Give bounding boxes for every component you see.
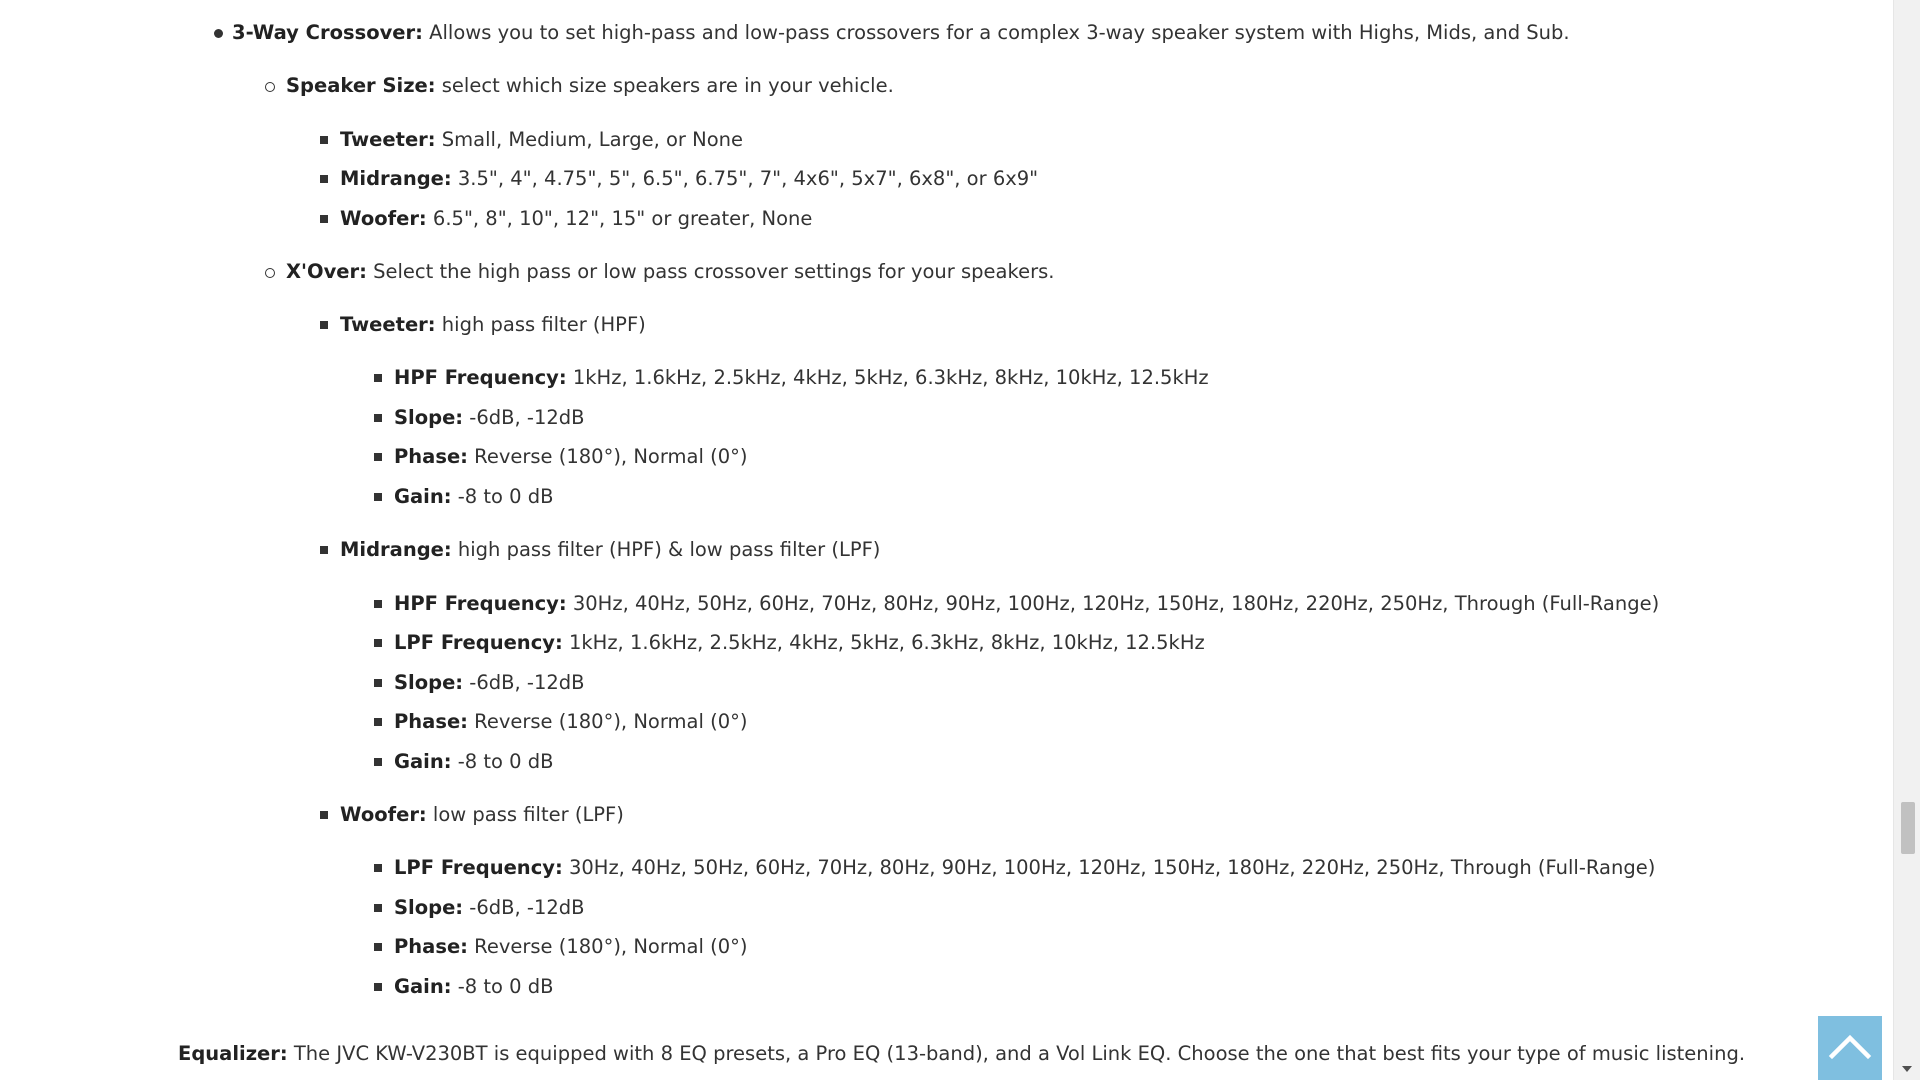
term-label: 3-Way Crossover: <box>232 21 423 44</box>
list-bullet <box>320 215 328 223</box>
term-description: Small, Medium, Large, or None <box>435 128 743 151</box>
list-bullet <box>374 864 382 872</box>
term-label: Gain: <box>394 750 452 773</box>
term-label: Tweeter: <box>340 313 436 336</box>
term-label: Midrange: <box>340 167 452 190</box>
list-bullet <box>320 811 328 819</box>
term-description: The JVC KW-V230BT is equipped with 8 EQ presets, a Pro EQ (13-band), and a Vol Link EQ. Choose the one that best fits your type of music listening. <box>287 1042 1746 1065</box>
scrollbar-thumb[interactable] <box>1901 802 1915 854</box>
list-item <box>340 127 743 153</box>
term-description: 6.5", 8", 10", 12", 15" or greater, None <box>426 207 813 230</box>
term-description: Reverse (180°), Normal (0°) <box>467 445 748 468</box>
term-label: LPF Frequency: <box>394 856 563 879</box>
term-description: 30Hz, 40Hz, 50Hz, 60Hz, 70Hz, 80Hz, 90Hz, 100Hz, 120Hz, 150Hz, 180Hz, 220Hz, 250Hz, Through (Full-Range) <box>566 592 1660 615</box>
term-label: Slope: <box>394 406 464 429</box>
list-bullet <box>374 904 382 912</box>
term-description: low pass filter (LPF) <box>426 803 624 826</box>
list-item-woofer <box>340 802 624 828</box>
term-description: -8 to 0 dB <box>451 975 554 998</box>
list-bullet <box>265 82 275 92</box>
term-label: Woofer: <box>340 207 427 230</box>
list-item <box>394 934 747 960</box>
list-item <box>394 591 1659 617</box>
list-bullet <box>374 758 382 766</box>
list-item <box>394 444 747 470</box>
term-description: high pass filter (HPF) & low pass filter (LPF) <box>451 538 881 561</box>
list-item-crossover <box>232 20 1570 46</box>
list-bullet <box>320 175 328 183</box>
list-bullet <box>374 718 382 726</box>
term-label: Slope: <box>394 671 464 694</box>
term-description: Reverse (180°), Normal (0°) <box>467 935 748 958</box>
scroll-down-arrow-icon[interactable] <box>1902 1066 1912 1072</box>
list-bullet <box>374 983 382 991</box>
paragraph-equalizer <box>178 1041 1745 1067</box>
list-item <box>340 166 1038 192</box>
list-item-xover <box>286 259 1054 285</box>
term-description: 1kHz, 1.6kHz, 2.5kHz, 4kHz, 5kHz, 6.3kHz, 8kHz, 10kHz, 12.5kHz <box>562 631 1205 654</box>
term-label: Gain: <box>394 975 452 998</box>
list-bullet <box>374 493 382 501</box>
term-description: high pass filter (HPF) <box>435 313 646 336</box>
list-bullet <box>374 679 382 687</box>
term-label: Phase: <box>394 710 468 733</box>
list-bullet <box>374 639 382 647</box>
list-bullet <box>320 136 328 144</box>
term-label: Tweeter: <box>340 128 436 151</box>
list-bullet <box>374 453 382 461</box>
list-item-speaker-size <box>286 73 894 99</box>
list-item <box>394 895 585 921</box>
list-bullet <box>374 374 382 382</box>
list-bullet <box>374 414 382 422</box>
term-label: Phase: <box>394 935 468 958</box>
term-label: Slope: <box>394 896 464 919</box>
term-label: Speaker Size: <box>286 74 436 97</box>
list-item <box>394 484 554 510</box>
term-description: -8 to 0 dB <box>451 750 554 773</box>
list-item <box>394 855 1655 881</box>
back-to-top-button[interactable] <box>1818 1016 1882 1080</box>
term-description: -6dB, -12dB <box>463 406 585 429</box>
term-description: -6dB, -12dB <box>463 896 585 919</box>
term-label: HPF Frequency: <box>394 366 567 389</box>
term-description: 1kHz, 1.6kHz, 2.5kHz, 4kHz, 5kHz, 6.3kHz, 8kHz, 10kHz, 12.5kHz <box>566 366 1209 389</box>
list-bullet <box>374 600 382 608</box>
term-description: -6dB, -12dB <box>463 671 585 694</box>
list-item <box>394 365 1209 391</box>
vertical-scrollbar[interactable] <box>1893 0 1920 1080</box>
list-item-tweeter <box>340 312 646 338</box>
list-item <box>394 405 585 431</box>
term-description: Select the high pass or low pass crossover settings for your speakers. <box>366 260 1055 283</box>
term-description: Allows you to set high-pass and low-pass crossovers for a complex 3-way speaker system with Highs, Mids, and Sub. <box>422 21 1570 44</box>
term-description: -8 to 0 dB <box>451 485 554 508</box>
term-label: Midrange: <box>340 538 452 561</box>
term-description: Reverse (180°), Normal (0°) <box>467 710 748 733</box>
term-label: X'Over: <box>286 260 367 283</box>
term-label: Gain: <box>394 485 452 508</box>
list-item <box>394 670 585 696</box>
list-bullet <box>214 29 223 38</box>
list-item <box>394 709 747 735</box>
list-item-midrange <box>340 537 880 563</box>
list-item <box>340 206 812 232</box>
term-description: 30Hz, 40Hz, 50Hz, 60Hz, 70Hz, 80Hz, 90Hz, 100Hz, 120Hz, 150Hz, 180Hz, 220Hz, 250Hz, Through (Full-Range) <box>562 856 1656 879</box>
list-item <box>394 974 554 1000</box>
chevron-up-icon <box>1828 1030 1872 1060</box>
term-label: Phase: <box>394 445 468 468</box>
list-bullet <box>374 943 382 951</box>
term-label: Equalizer: <box>178 1042 288 1065</box>
term-label: HPF Frequency: <box>394 592 567 615</box>
term-description: 3.5", 4", 4.75", 5", 6.5", 6.75", 7", 4x6", 5x7", 6x8", or 6x9" <box>451 167 1039 190</box>
list-bullet <box>320 321 328 329</box>
list-bullet <box>320 546 328 554</box>
list-item <box>394 630 1205 656</box>
term-label: Woofer: <box>340 803 427 826</box>
list-bullet <box>265 268 275 278</box>
term-label: LPF Frequency: <box>394 631 563 654</box>
list-item <box>394 749 554 775</box>
term-description: select which size speakers are in your vehicle. <box>435 74 894 97</box>
